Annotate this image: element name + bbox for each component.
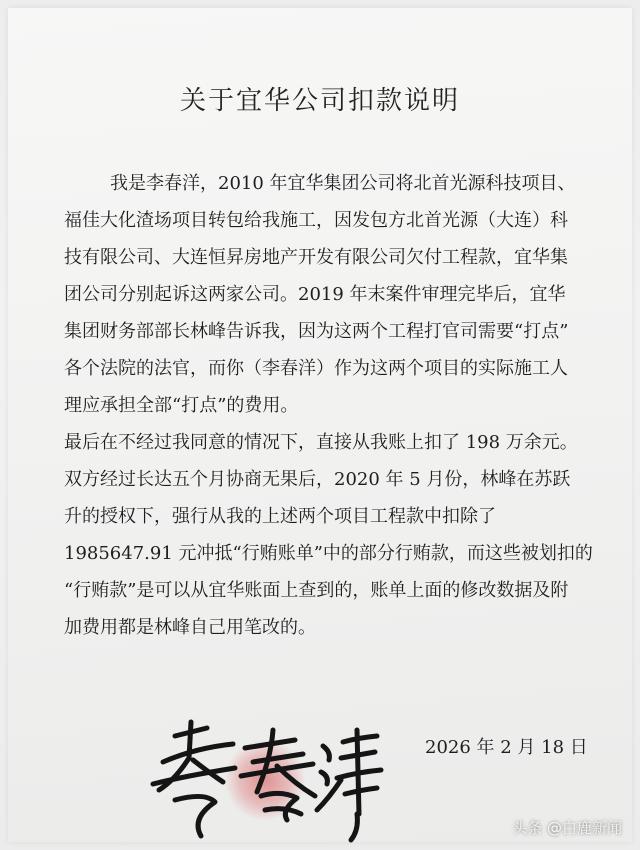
document-body	[64, 165, 640, 646]
body-line: 技有限公司、大连恒昇房地产开发有限公司欠付工程款，宜华集	[64, 247, 568, 268]
body-line: 升的授权下，强行从我的上述两个项目工程款中扣除了	[64, 506, 496, 527]
body-line: 1985647.91 元冲抵“行贿账单”中的部分行贿款，而这些被划扣的	[64, 543, 593, 564]
body-line: 理应承担全部“打点”的费用。	[64, 395, 299, 416]
body-line: 我是李春洋，2010 年宜华集团公司将北首光源科技项目、	[110, 173, 576, 194]
body-line: 福佳大化渣场项目转包给我施工，因发包方北首光源（大连）科	[64, 210, 568, 231]
document-date: 2026 年 2 月 18 日	[425, 737, 588, 758]
handwritten-signature	[145, 718, 385, 848]
body-line: 各个法院的法官，而你（李春洋）作为这两个项目的实际施工人	[64, 358, 568, 379]
body-line: 集团财务部部长林峰告诉我，因为这两个工程打官司需要“打点”	[64, 321, 569, 342]
body-line: 双方经过长达五个月协商无果后，2020 年 5 月份，林峰在苏跃	[64, 469, 571, 490]
body-line: 团公司分别起诉这两家公司。2019 年末案件审理完毕后，宜华	[64, 284, 566, 305]
body-line: 加费用都是林峰自己用笔改的。	[64, 617, 316, 638]
document-title: 关于宜华公司扣款说明	[179, 86, 460, 116]
body-line: 最后在不经过我同意的情况下，直接从我账上扣了 198 万余元。	[64, 432, 578, 453]
body-line: “行贿款”是可以从宜华账面上查到的，账单上面的修改数据及附	[64, 580, 569, 601]
source-watermark: 头条 @白鹿新闻	[512, 819, 622, 837]
